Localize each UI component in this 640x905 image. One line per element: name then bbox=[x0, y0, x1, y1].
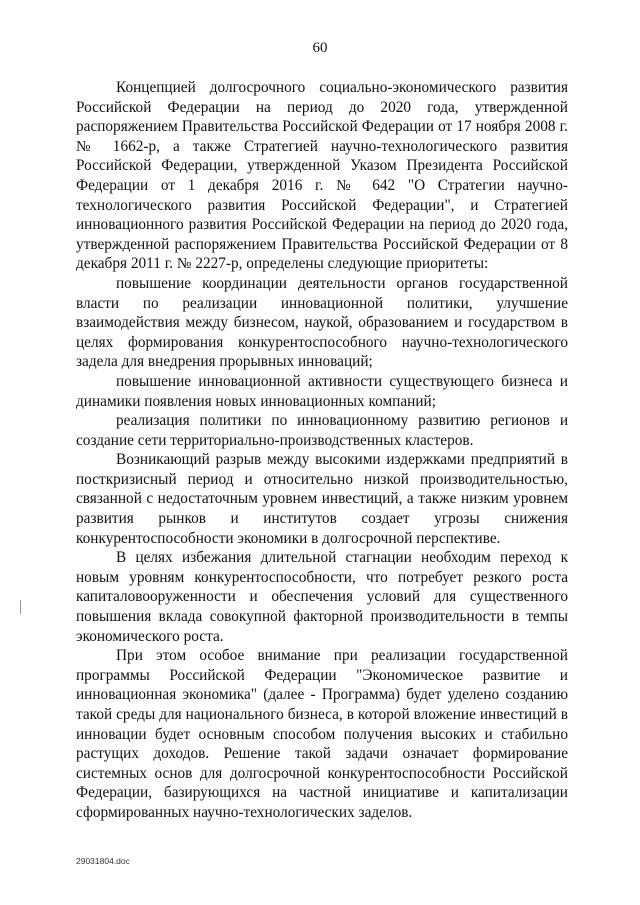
footer-filename: 29031804.doc bbox=[76, 856, 130, 866]
margin-mark bbox=[20, 600, 21, 614]
page-number: 60 bbox=[312, 40, 328, 56]
paragraph-program-focus: При этом особое внимание при реализации государственной программы Российской Федерации "Экономическое развитие и инновационная экономика" (далее - Программа) будет уделено созданию такой среды для национального бизнеса, в которой вложение инвестиций в инновации будет основным способом получения высоких и стабильно растущих доходов. Решение такой задачи означает формирование системных основ для долгосрочной конкурентоспособности Российской Федерации, базирующихся на частной инициативе и капитализации сформированных научно-технологических заделов. bbox=[76, 647, 568, 821]
paragraph-priorities-intro: Концепцией долгосрочного социально-экономического развития Российской Федерации на период до 2020 года, утвержденной распоряжением Правительства Российской Федерации от 17 ноября 2008 г. № 1662-р, а также Стратегией научно-технологического развития Российской Федерации, утвержденной Указом Президента Российской Федерации от 1 декабря 2016 г. № 642 "О Стратегии научно-технологического развития Российской Федерации", и Стратегией инновационного развития Российской Федерации на период до 2020 года, утвержденной распоряжением Правительства Российской Федерации от 8 декабря 2011 г. № 2227-р, определены следующие приоритеты: bbox=[76, 79, 568, 273]
paragraph-competitiveness-gap: Возникающий разрыв между высокими издержками предприятий в посткризисный период и относительно низкой производительностью, связанной с недостаточным уровнем инвестиций, а также низким уровнем развития рынков и институтов создает угрозы снижения конкурентоспособности экономики в долгосрочной перспективе. bbox=[76, 451, 568, 547]
body-text bbox=[76, 78, 568, 823]
paragraph-stagnation-avoidance: В целях избежания длительной стагнации необходим переход к новым уровням конкурентоспособности, что потребует резкого роста капиталовооруженности и обеспечения условий для существенного повышения вклада совокупной факторной производительности в темпы экономического роста. bbox=[76, 549, 568, 645]
paragraph-priority-regional-development: реализация политики по инновационному развитию регионов и создание сети территориально-производственных кластеров. bbox=[76, 412, 568, 449]
paragraph-priority-innovation-activity: повышение инновационной активности существующего бизнеса и динамики появления новых инновационных компаний; bbox=[76, 372, 568, 410]
paragraph-priority-coordination: повышение координации деятельности органов государственной власти по реализации инновационной политики, улучшение взаимодействия между бизнесом, наукой, образованием и государством в целях формирования конкурентоспособного научно-технологического задела для внедрения прорывных инноваций; bbox=[76, 274, 568, 371]
